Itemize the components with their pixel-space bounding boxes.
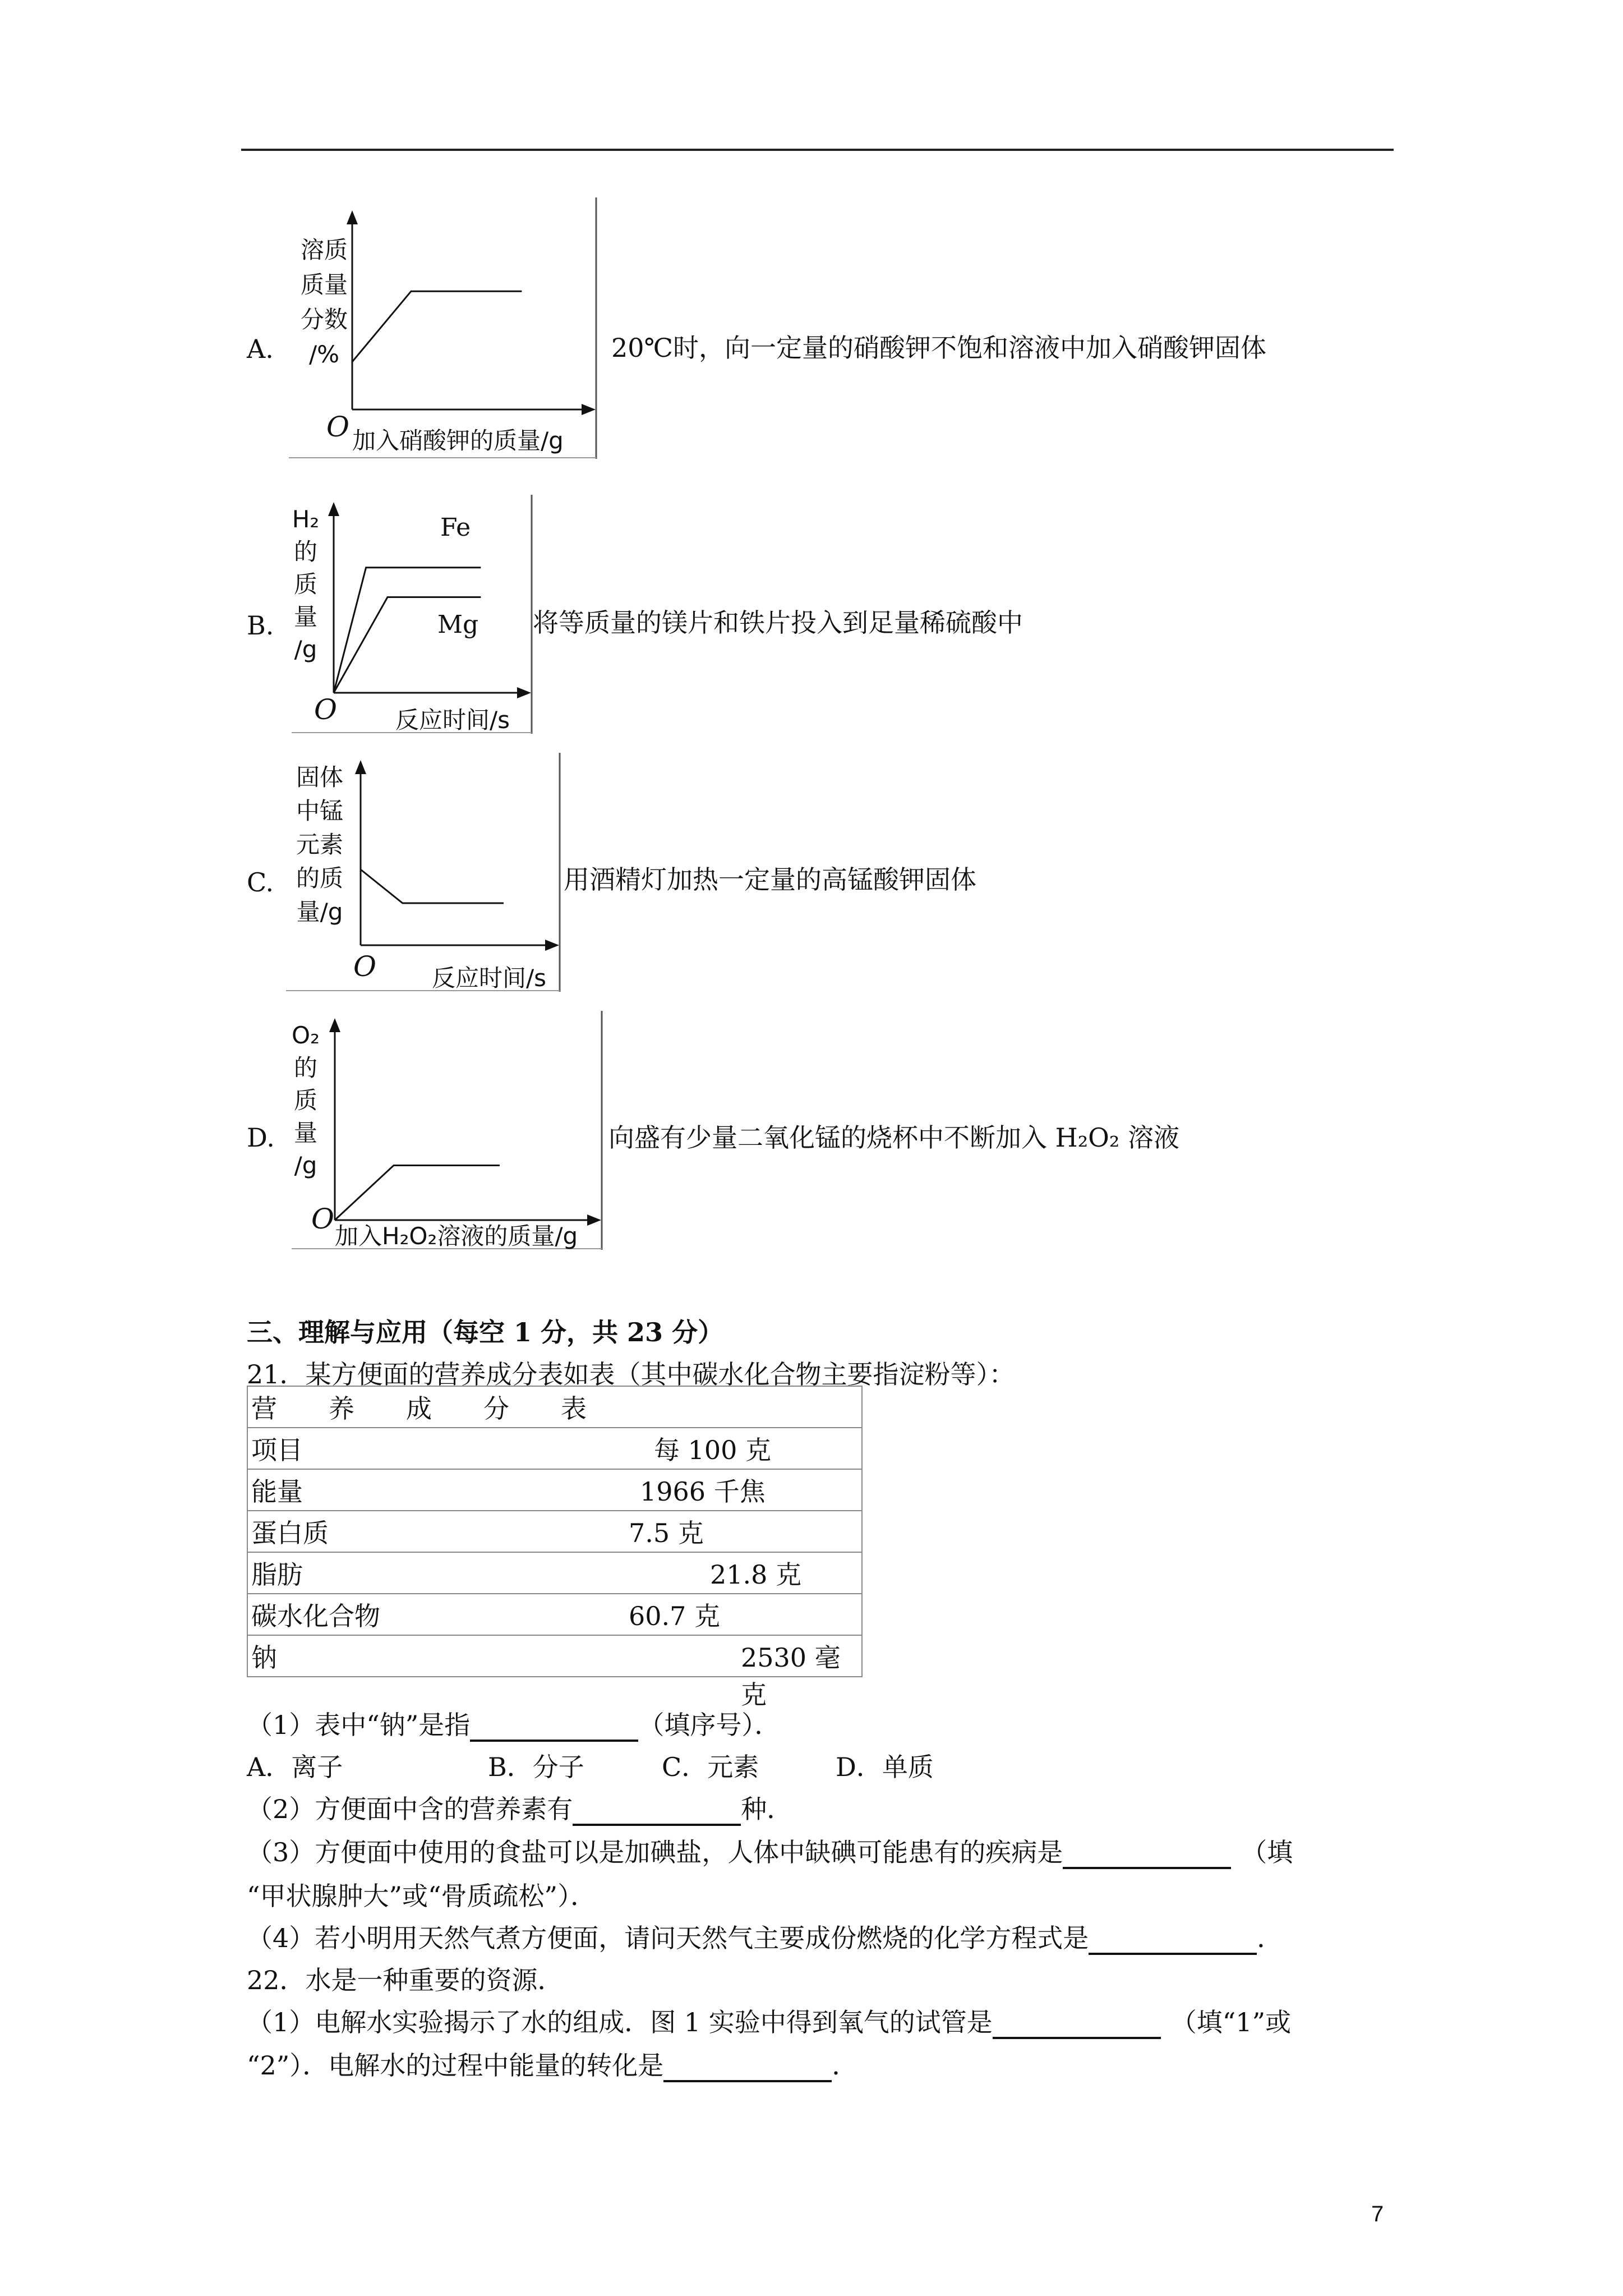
- table-row: [247, 1386, 862, 1428]
- table-row: [247, 1428, 862, 1469]
- answer-blank-q21-3[interactable]: [1063, 1839, 1231, 1869]
- table-cell: 碳水化合物: [251, 1601, 380, 1631]
- q22-part1-text: （1）电解水实验揭示了水的组成．图 1 实验中得到氧气的试管是: [247, 2007, 993, 2037]
- chart-line-series-0: [335, 1166, 500, 1221]
- table-cell: 蛋白质: [251, 1518, 329, 1548]
- chart-d-ylabel-3: 质: [293, 1087, 318, 1114]
- q22-stem: 22．水是一种重要的资源．: [247, 1965, 564, 1995]
- chart-d-origin: O: [311, 1203, 334, 1235]
- table-row: [247, 1594, 862, 1635]
- q22-part1-end: ．: [832, 2050, 858, 2081]
- q21-part4-text: （4）若小明用天然气煮方便面，请问天然气主要成份燃烧的化学方程式是: [247, 1923, 1089, 1953]
- chart-b-series-fe-label: Fe: [440, 513, 471, 542]
- answer-blank-q21-4[interactable]: [1089, 1925, 1257, 1955]
- chart-c-ylabel-1: 固体: [296, 763, 344, 791]
- chart-c-ylabel-3: 元素: [296, 831, 344, 858]
- page-number: 7: [1371, 2202, 1384, 2226]
- chart-b-ylabel-5: /g: [294, 636, 317, 663]
- chart-a-xlabel: 加入硝酸钾的质量/g: [352, 427, 564, 454]
- option-d-label: D.: [247, 1122, 275, 1153]
- option-d-description: 向盛有少量二氧化锰的烧杯中不断加入 H₂O₂ 溶液: [608, 1122, 1179, 1153]
- q21-part3-hint: （填: [1241, 1837, 1293, 1867]
- q22-part1-cont: [247, 2049, 857, 2082]
- table-row: [247, 1552, 862, 1594]
- chart-a-origin: O: [326, 411, 349, 443]
- q21-part4: [247, 1921, 1283, 1955]
- chart-c-ylabel-4: 的质: [296, 864, 344, 892]
- option-c-label: C.: [247, 867, 274, 898]
- section-heading: 三、理解与应用（每空 1 分，共 23 分）: [247, 1317, 724, 1347]
- chart-b-ylabel-3: 质: [293, 570, 318, 598]
- chart-line-series-0: [352, 291, 522, 362]
- option-a-label: A.: [247, 334, 274, 364]
- table-title: 营 养 成 分 表: [247, 1386, 862, 1428]
- header-rule: [241, 149, 1394, 151]
- chart-c-xlabel: 反应时间/s: [432, 964, 547, 992]
- table-cell: 21.8 克: [710, 1559, 802, 1590]
- chart-a-ylabel-1: 溶质: [300, 236, 348, 264]
- q21-option-a: A．离子: [247, 1752, 343, 1782]
- answer-blank-q21-2[interactable]: [573, 1796, 741, 1826]
- chart-a-ylabel-3: 分数: [300, 306, 348, 333]
- table-row: [247, 1511, 862, 1552]
- chart-c-ylabel-5: 量/g: [296, 898, 343, 926]
- table-row: [247, 1635, 862, 1677]
- chart-b: [289, 494, 536, 735]
- chart-d-ylabel-4: 量: [293, 1119, 318, 1147]
- q22-part1-hint: （填“1”或: [1170, 2007, 1292, 2037]
- chart-b-origin: O: [314, 693, 337, 726]
- chart-d-ylabel-1: O₂: [292, 1022, 320, 1049]
- option-b-description: 将等质量的镁片和铁片投入到足量稀硫酸中: [533, 608, 1023, 638]
- table-cell: 能量: [251, 1476, 303, 1507]
- chart-d: [289, 1010, 606, 1251]
- chart-a: [286, 196, 600, 460]
- chart-d-xlabel: 加入H₂O₂溶液的质量/g: [335, 1222, 578, 1250]
- q21-option-b: B．分子: [488, 1752, 584, 1782]
- table-cell: 钠: [251, 1642, 277, 1673]
- chart-d-ylabel-5: /g: [294, 1152, 317, 1179]
- answer-blank-q22-2[interactable]: [663, 2052, 832, 2082]
- q21-option-d: D．单质: [836, 1752, 934, 1782]
- nutrition-table: [247, 1386, 863, 1710]
- table-cell: 脂肪: [251, 1559, 303, 1590]
- table-cell: 1966 千焦: [640, 1476, 766, 1507]
- chart-a-ylabel-2: 质量: [300, 271, 348, 298]
- option-b-label: B.: [247, 610, 274, 641]
- q21-part1: [247, 1708, 780, 1742]
- q21-options: [247, 1750, 934, 1784]
- chart-b-ylabel-1: H₂: [292, 505, 320, 533]
- answer-blank-q22-1[interactable]: [993, 2009, 1161, 2039]
- option-c-description: 用酒精灯加热一定量的高锰酸钾固体: [564, 864, 976, 895]
- chart-b-svg: [289, 494, 536, 735]
- q21-part1-hint: （填序号）．: [638, 1710, 781, 1740]
- q21-part3-text: （3）方便面中使用的食盐可以是加碘盐，人体中缺碘可能患有的疾病是: [247, 1837, 1063, 1867]
- chart-b-series-mg-label: Mg: [437, 610, 479, 639]
- chart-c: [283, 752, 564, 993]
- chart-line-series-0: [361, 869, 504, 903]
- option-a-description: 20℃时，向一定量的硝酸钾不饱和溶液中加入硝酸钾固体: [611, 333, 1266, 363]
- chart-a-ylabel-4: /%: [308, 341, 340, 368]
- chart-c-origin: O: [353, 950, 376, 983]
- q21-option-c: C．元素: [662, 1752, 759, 1782]
- table-cell: 60.7 克: [629, 1601, 721, 1631]
- chart-b-ylabel-2: 的: [293, 538, 318, 565]
- q21-part3: [247, 1835, 1293, 1869]
- table-cell: 7.5 克: [629, 1518, 704, 1548]
- q22-part1-cont-text: “2”）．电解水的过程中能量的转化是: [247, 2050, 664, 2081]
- table-cell: 每 100 克: [654, 1435, 772, 1465]
- q21-part2-hint: 种．: [741, 1794, 793, 1824]
- chart-c-svg: [283, 752, 564, 993]
- table-cell: 2530 毫克: [741, 1642, 841, 1710]
- q21-part3-cont: “甲状腺肿大”或“骨质疏松”）．: [247, 1881, 597, 1911]
- q21-part4-end: ．: [1257, 1923, 1283, 1953]
- chart-d-svg: [289, 1010, 606, 1251]
- q21-part1-text: （1）表中“钠”是指: [247, 1710, 471, 1740]
- table-cell: 项目: [251, 1435, 303, 1465]
- chart-a-svg: [286, 196, 600, 460]
- chart-d-ylabel-2: 的: [293, 1054, 318, 1082]
- q21-stem: 21．某方便面的营养成分表如表（其中碳水化合物主要指淀粉等）：: [247, 1359, 1015, 1389]
- answer-blank-q21-1[interactable]: [470, 1711, 638, 1742]
- table-row: [247, 1469, 862, 1511]
- q22-part1: [247, 2005, 1291, 2039]
- q21-part2: [247, 1792, 792, 1826]
- chart-b-xlabel: 反应时间/s: [395, 706, 510, 734]
- chart-c-ylabel-2: 中锰: [296, 797, 344, 825]
- q21-part2-text: （2）方便面中含的营养素有: [247, 1794, 573, 1824]
- chart-b-ylabel-4: 量: [293, 603, 318, 631]
